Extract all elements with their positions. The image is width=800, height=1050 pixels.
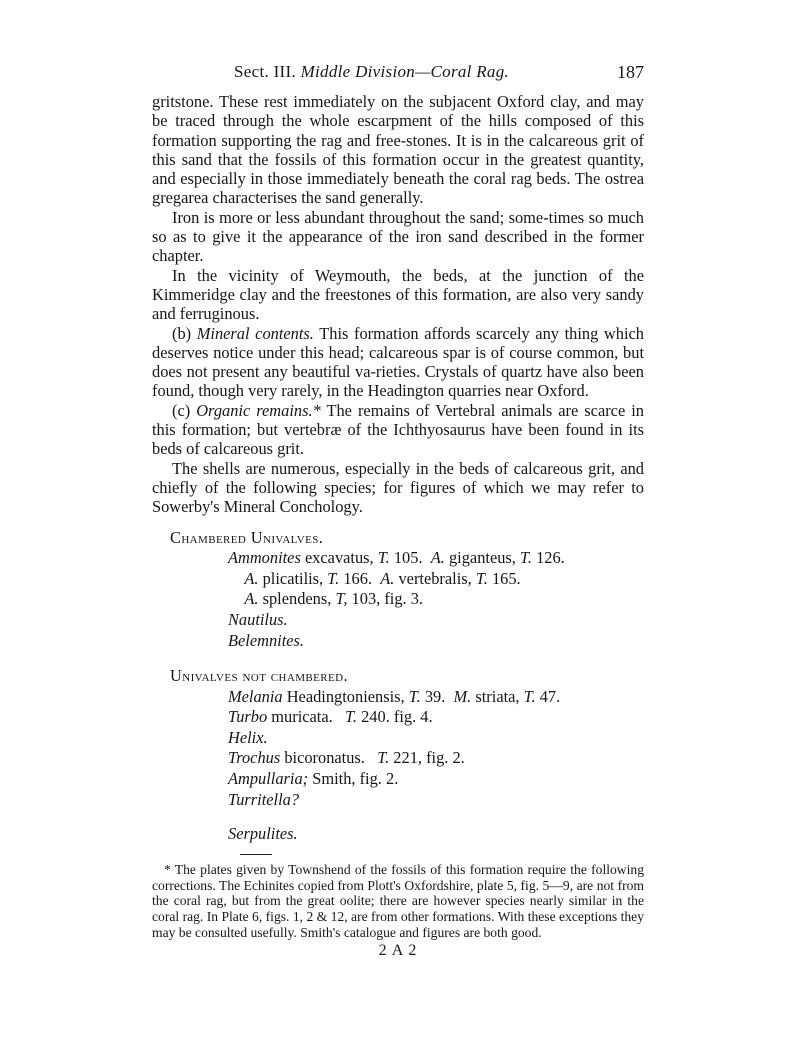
fossil-species-line <box>228 707 644 728</box>
species-name: Turbo <box>228 707 268 727</box>
footnote <box>152 862 644 940</box>
species-reference <box>228 569 244 588</box>
species-reference: vertebralis, <box>394 568 476 588</box>
species-name: T. <box>327 568 340 588</box>
group-spacer <box>152 651 644 666</box>
paragraph-label: (b) <box>172 323 192 343</box>
species-reference: 240. fig. 4. <box>357 707 433 727</box>
footnote-rule <box>240 854 272 855</box>
species-name: T, <box>335 589 348 609</box>
fossil-group <box>152 528 644 652</box>
paragraph: The shells are numerous, especially in the beds of calcareous grit, and chiefly of the following species; for figures of which we may refer to Sowerby's Mineral Conchology. <box>152 458 644 517</box>
species-name: T. <box>523 686 536 706</box>
paragraph-body: The remains of Vertebral animals are scarce in this formation; but vertebræ of the Ichthyosaurus have been found in its beds of calcareous grit. <box>152 400 644 459</box>
serpulites-entry: Serpulites. <box>228 824 298 844</box>
species-name: A. <box>430 548 445 568</box>
species-name: T. <box>377 548 390 568</box>
fossil-species-line <box>228 790 644 811</box>
species-name: Helix. <box>228 727 268 747</box>
paragraph: In the vicinity of Weymouth, the beds, at the junction of the Kimmeridge clay and the freestones of this formation, are also very sandy and ferruginous. <box>152 265 644 324</box>
fossil-group-heading: Univalves not chambered. <box>170 666 348 686</box>
fossil-species-list <box>152 687 644 811</box>
running-head <box>152 62 644 92</box>
section-title: Middle Division—Coral Rag. <box>300 62 510 81</box>
fossil-species-list <box>152 548 644 651</box>
species-reference: 166. <box>339 568 381 588</box>
species-name: T. <box>475 568 488 588</box>
body-text <box>152 92 644 517</box>
fossil-species-line <box>228 569 644 590</box>
species-name: A. <box>380 568 395 588</box>
paragraph-heading: Mineral contents. <box>196 323 314 343</box>
fossil-species-line <box>228 728 644 749</box>
species-reference: 221, fig. 2. <box>389 748 465 768</box>
paragraph-label: (c) <box>172 400 191 420</box>
species-name: T. <box>345 707 358 727</box>
species-name: M. <box>453 686 472 706</box>
species-name: Ampullaria; <box>228 769 309 789</box>
species-reference: Smith, fig. 2. <box>308 769 399 789</box>
species-name: A. <box>244 568 259 588</box>
fossil-species-line <box>228 610 644 631</box>
species-name: Trochus <box>228 748 281 768</box>
fossil-species-line <box>228 748 644 769</box>
paragraph-heading: Organic remains.* <box>196 400 321 420</box>
fossil-species-line <box>228 548 644 569</box>
species-reference: plicatilis, <box>258 568 328 588</box>
species-name: Ammonites <box>228 548 301 568</box>
fossil-species-line <box>228 769 644 790</box>
fossil-species-line <box>228 631 644 652</box>
species-reference: 39. <box>420 686 454 706</box>
fossil-list-block <box>152 528 644 811</box>
species-reference: Headingtoniensis, <box>282 686 409 706</box>
species-reference <box>228 589 244 608</box>
species-name: T. <box>377 748 390 768</box>
species-reference: 103, fig. 3. <box>347 589 424 609</box>
section-heading <box>234 62 509 82</box>
paragraph-mineral-contents <box>152 324 644 401</box>
species-name: Melania <box>228 686 283 706</box>
paragraph-body: This formation affords scarcely any thing which deserves notice under this head; calcareous spar is of course common, but does not present any beautiful va-rieties. Crystals of quartz have also been found, though very rarely, in the Headington quarries near Oxford. <box>152 323 644 401</box>
section-prefix: Sect. III. <box>234 62 297 81</box>
species-reference: giganteus, <box>444 548 520 568</box>
species-reference: splendens, <box>258 589 336 609</box>
species-reference: 126. <box>532 548 565 568</box>
species-name: T. <box>520 548 532 568</box>
species-name: A. <box>244 589 259 609</box>
species-reference: 47. <box>535 686 561 706</box>
fossil-species-line <box>228 687 644 708</box>
species-name: T. <box>408 686 421 706</box>
signature-mark: 2 A 2 <box>378 942 418 960</box>
fossil-group-heading: Chambered Univalves. <box>170 527 324 547</box>
paragraph: Iron is more or less abundant throughout the sand; some-times so much so as to give it the appearance of the iron sand described in the former chapter. <box>152 207 644 266</box>
species-name: Nautilus. <box>228 609 288 629</box>
species-reference: 165. <box>487 568 521 588</box>
fossil-group <box>152 666 644 810</box>
page-number: 187 <box>617 62 644 82</box>
species-name: Belemnites. <box>228 630 305 650</box>
paragraph-organic-remains <box>152 401 644 459</box>
book-page <box>152 62 644 960</box>
species-reference: excavatus, <box>300 548 378 568</box>
species-reference: striata, <box>471 686 524 706</box>
species-reference: 105. <box>389 548 431 568</box>
fossil-species-line <box>228 589 644 610</box>
footnote-text: * The plates given by Townshend of the fossils of this formation require the following corrections. The Echinites copied from Plott's Oxfordshire, plate 5, fig. 5—9, are not from the coral rag, but from the great oolite; there are however species nearly similar in the coral rag. In Plate 6, figs. 1, 2 & 12, are from other formations. With these exceptions they may be consulted usefully. Smith's catalogue and figures are both good. <box>152 862 644 940</box>
species-reference: bicoronatus. <box>280 748 378 768</box>
species-name: Turritella? <box>228 789 300 809</box>
species-reference: muricata. <box>267 707 346 727</box>
paragraph: gritstone. These rest immediately on the subjacent Oxford clay, and may be traced through the whole escarpment of the hills composed of this formation supporting the rag and free-stones. It is in the calcareous grit of this sand that the fossils of this formation occur in the greatest quantity, and especially in those immediately beneath the coral rag beds. The ostrea gregarea characterises the sand generally. <box>152 92 644 208</box>
